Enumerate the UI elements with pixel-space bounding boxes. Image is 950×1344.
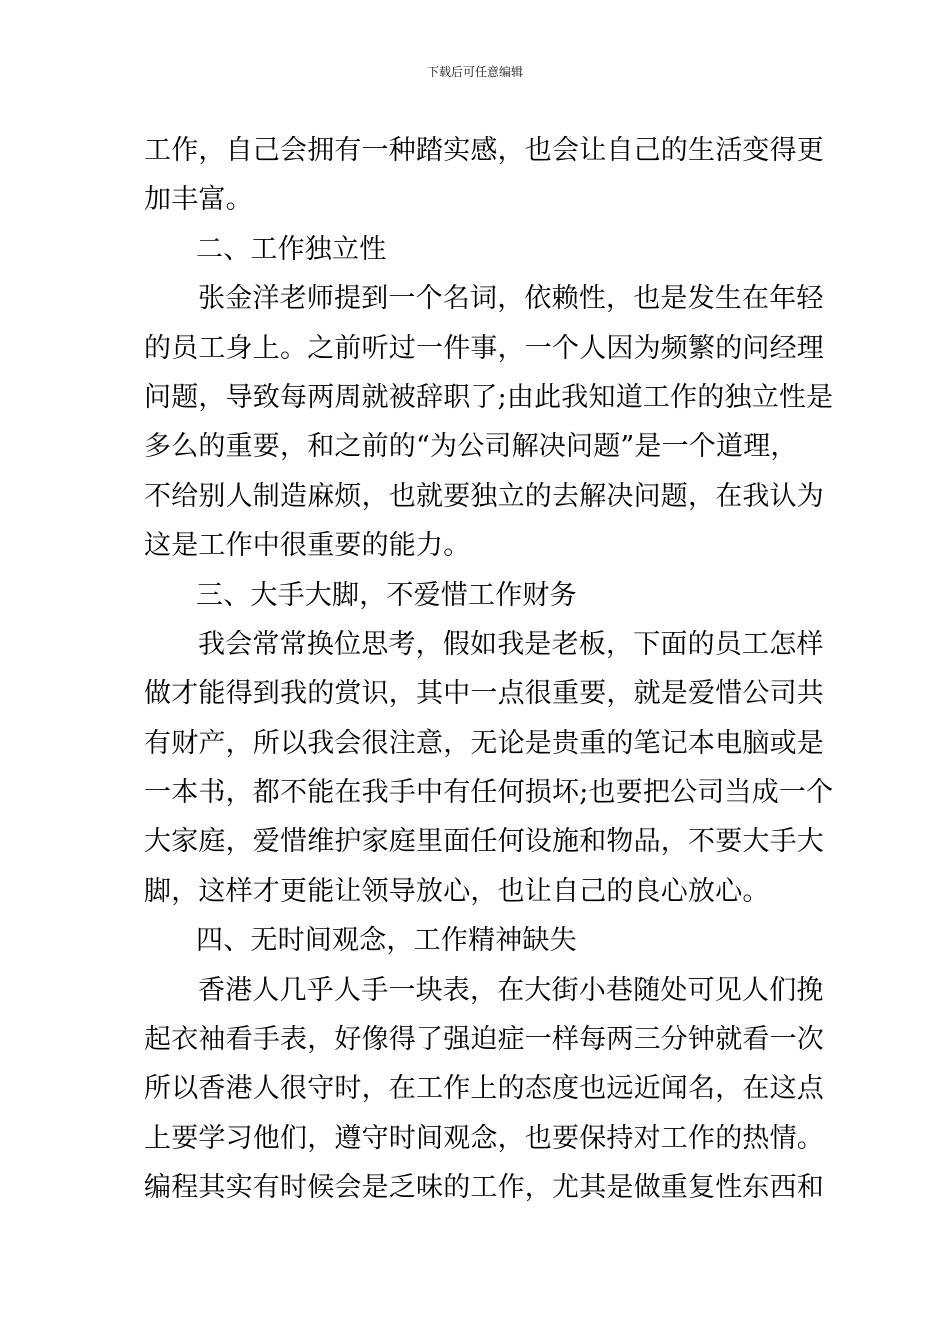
paragraph-line: 这是工作中很重要的能力。 [144,530,471,562]
paragraph-line: 我会常常换位思考，假如我是老板，下面的员工怎样 [198,628,824,660]
paragraph-line: 问题，导致每两周就被辞职了;由此我知道工作的独立性是 [144,381,834,413]
paragraph-line: 起衣袖看手表，好像得了强迫症一样每两三分钟就看一次 [144,1024,824,1056]
paragraph-line: 多么的重要，和之前的“为公司解决问题”是一个道理， [144,431,798,463]
paragraph-line: 所以香港人很守时，在工作上的态度也远近闻名，在这点 [144,1073,824,1105]
paragraph-line: 张金洋老师提到一个名词，依赖性，也是发生在年轻 [198,283,824,315]
paragraph-line: 不给别人制造麻烦，也就要独立的去解决问题，在我认为 [144,480,824,512]
page-header: 下载后可任意编辑 [426,65,523,79]
paragraph-line: 有财产，所以我会很注意，无论是贵重的笔记本电脑或是 [144,727,824,759]
section-heading: 四、无时间观念，工作精神缺失 [196,925,577,957]
paragraph-line: 编程其实有时候会是乏味的工作，尤其是做重复性东西和 [144,1172,824,1204]
paragraph-line: 脚，这样才更能让领导放心，也让自己的良心放心。 [144,875,770,907]
paragraph-line: 大家庭，爱惜维护家庭里面任何设施和物品，不要大手大 [144,826,824,858]
section-heading: 三、大手大脚，不爱惜工作财务 [196,579,577,611]
section-heading: 二、工作独立性 [196,233,387,265]
paragraph-line: 做才能得到我的赏识，其中一点很重要，就是爱惜公司共 [144,678,824,710]
paragraph-line: 工作，自己会拥有一种踏实感，也会让自己的生活变得更 [144,135,824,166]
document-body [144,126,834,1213]
paragraph-line: 加丰富。 [144,184,253,216]
paragraph-line: 的员工身上。之前听过一件事，一个人因为频繁的问经理 [144,332,824,364]
paragraph-line: 上要学习他们，遵守时间观念，也要保持对工作的热情。 [144,1122,824,1154]
paragraph-line: 香港人几乎人手一块表，在大街小巷随处可见人们挽 [198,974,824,1006]
paragraph-line: 一本书，都不能在我手中有任何损坏;也要把公司当成一个 [144,777,834,809]
